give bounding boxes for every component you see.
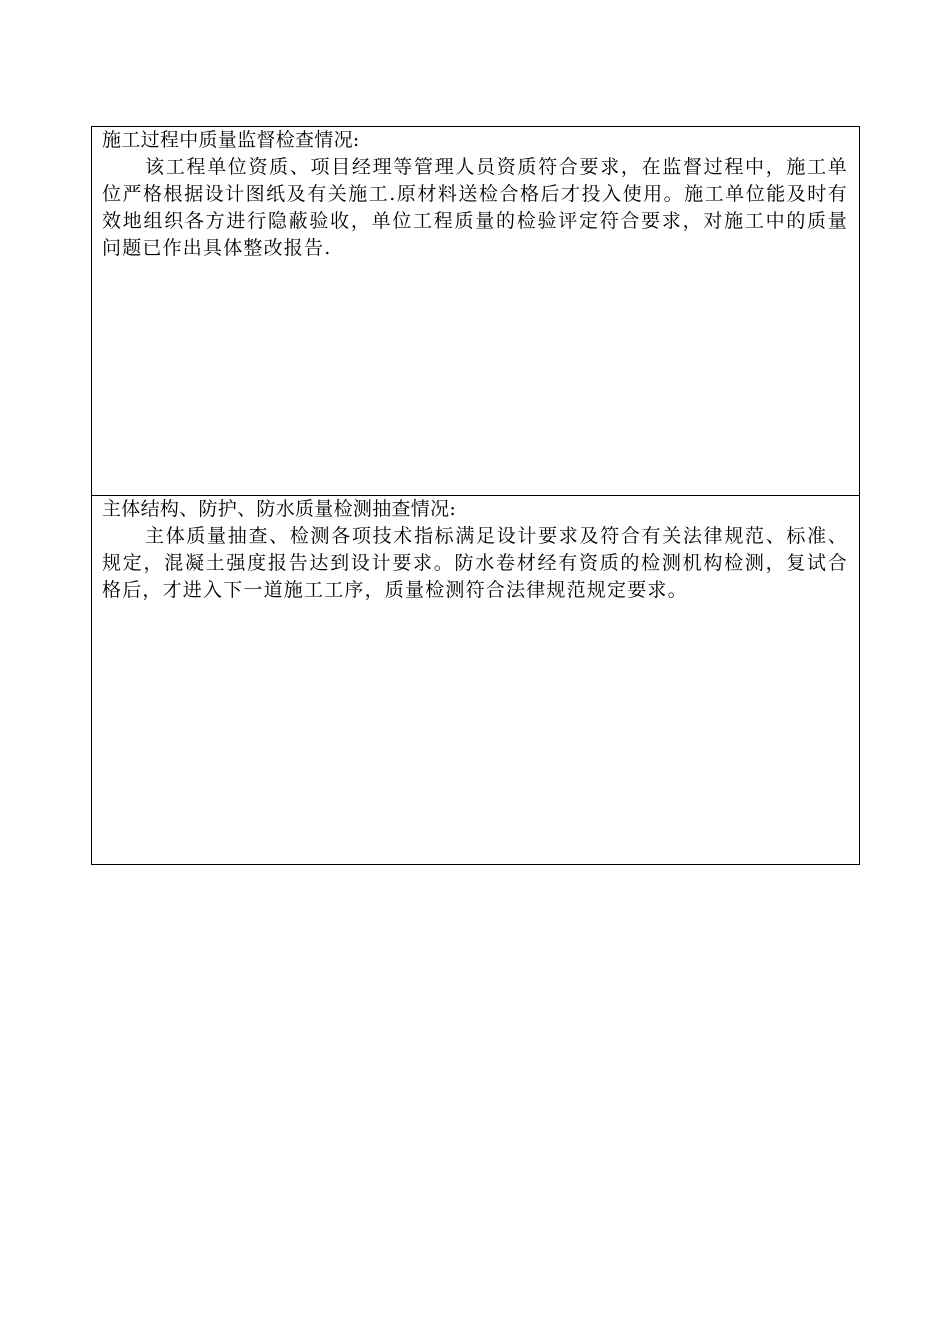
section-heading: 主体结构、防护、防水质量检测抽查情况: xyxy=(102,498,457,520)
structure-inspection-section xyxy=(92,496,859,864)
construction-supervision-section xyxy=(92,127,859,496)
section-body: 主体质量抽查、检测各项技术指标满足设计要求及符合有关法律规范、标准、规定，混凝土强度报告达到设计要求。防水卷材经有资质的检测机构检测，复试合格后，才进入下一道施工工序，质量检测符合法律规范规定要求。 xyxy=(102,525,848,601)
inspection-table xyxy=(91,126,860,865)
section-heading: 施工过程中质量监督检查情况: xyxy=(102,129,360,151)
section-body: 该工程单位资质、项目经理等管理人员资质符合要求，在监督过程中，施工单位严格根据设计图纸及有关施工.原材料送检合格后才投入使用。施工单位能及时有效地组织各方进行隐蔽验收，单位工程质量的检验评定符合要求，对施工中的质量问题已作出具体整改报告. xyxy=(102,156,848,259)
